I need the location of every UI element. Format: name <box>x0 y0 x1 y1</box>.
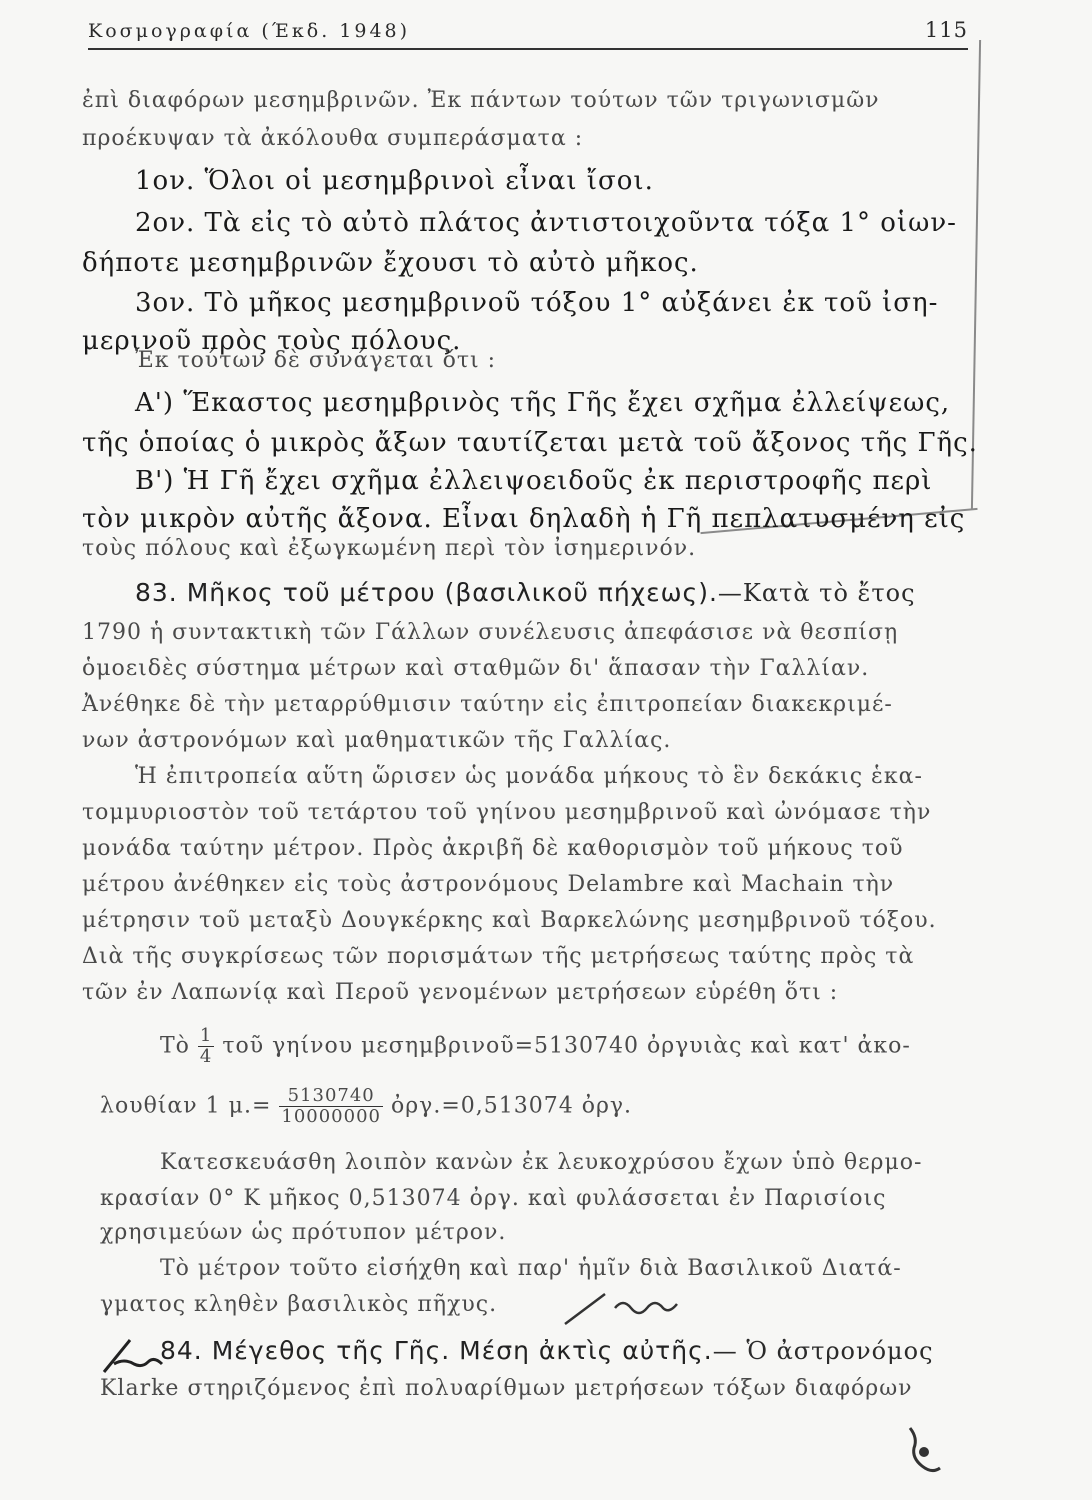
handwritten-scribble-icon <box>560 1288 690 1328</box>
section-84-heading-rest: — Ὁ ἀστρονόμος <box>712 1337 934 1365</box>
section-84-heading-line <box>160 1336 934 1365</box>
formula-2-pre: λουθίαν 1 μ.= <box>100 1093 272 1119</box>
text-line: ὁμοειδὲς σύστημα μέτρων καὶ σταθμῶν δι' ἅπασαν τὴν Γαλλίαν. <box>82 656 870 681</box>
formula-line-2 <box>100 1086 632 1127</box>
text-line: τῶν ἐν Λαπωνίᾳ καὶ Περοῦ γενομένων μετρήσεων εὑρέθη ὅτι : <box>82 980 839 1005</box>
formula-1-post: τοῦ γηίνου μεσημβρινοῦ=5130740 ὀργυιὰς καὶ κατ' ἀκο- <box>222 1033 911 1059</box>
fraction-conversion <box>279 1086 383 1127</box>
formula-line-1 <box>160 1026 911 1067</box>
section-84-heading: 84. Μέγεθος τῆς Γῆς. Μέση ἀκτὶς αὐτῆς. <box>160 1336 713 1365</box>
text-line: μέτρου ἀνέθηκεν εἰς τοὺς ἀστρονόμους Delambre καὶ Machain τὴν <box>82 872 895 897</box>
formula-2-post: ὀργ.=0,513074 ὀργ. <box>391 1093 633 1119</box>
text-line: τομμυριοστὸν τοῦ τετάρτου τοῦ γηίνου μεσημβρινοῦ καὶ ὠνόμασε τὴν <box>82 800 932 825</box>
fraction-quarter <box>198 1026 214 1067</box>
fraction-numerator: 5130740 <box>279 1086 383 1107</box>
text-line: Τὸ μέτρον τοῦτο εἰσήχθη καὶ παρ' ἡμῖν διὰ Βασιλικοῦ Διατά- <box>160 1256 902 1281</box>
page-number: 115 <box>924 18 968 42</box>
text-line: 1ον. Ὅλοι οἱ μεσημβρινοὶ εἶναι ἴσοι. <box>135 166 654 196</box>
text-line: Klarke στηριζόμενος ἐπὶ πολυαρίθμων μετρήσεων τόξων διαφόρων <box>100 1376 913 1401</box>
text-line: Διὰ τῆς συγκρίσεως τῶν πορισμάτων τῆς μετρήσεως ταύτης πρὸς τὰ <box>82 944 915 969</box>
text-line: μερινοῦ πρὸς τοὺς πόλους. <box>82 326 462 356</box>
section-83-heading-line <box>135 578 916 607</box>
text-line: Κατεσκευάσθη λοιπὸν κανὼν ἐκ λευκοχρύσου ἔχων ὑπὸ θερμο- <box>160 1150 923 1175</box>
ink-blot-icon <box>900 1420 950 1480</box>
text-line: προέκυψαν τὰ ἀκόλουθα συμπεράσματα : <box>82 126 584 151</box>
text-line: γματος κληθὲν βασιλικὸς πῆχυς. <box>100 1292 498 1317</box>
formula-1-pre: Τὸ <box>160 1033 190 1059</box>
section-83-heading-rest: —Κατὰ τὸ ἔτος <box>717 579 916 607</box>
text-line: νων ἀστρονόμων καὶ μαθηματικῶν τῆς Γαλλίας. <box>82 728 672 753</box>
text-line: Α') Ἕκαστος μεσημβρινὸς τῆς Γῆς ἔχει σχῆμα ἐλλείψεως, <box>135 388 951 418</box>
fraction-denominator: 4 <box>199 1046 213 1067</box>
fraction-numerator: 1 <box>199 1025 213 1046</box>
page-header <box>88 18 968 50</box>
text-line: ἐπὶ διαφόρων μεσημβρινῶν. Ἐκ πάντων τούτων τῶν τριγωνισμῶν <box>82 88 880 113</box>
running-title: Κοσμογραφία (Έκδ. 1948) <box>88 20 411 42</box>
text-line: 3ον. Τὸ μῆκος μεσημβρινοῦ τόξου 1° αὐξάνει ἐκ τοῦ ἰση- <box>135 288 939 318</box>
text-line: τῆς ὁποίας ὁ μικρὸς ἄξων ταυτίζεται μετὰ τοῦ ἄξονος τῆς Γῆς. <box>82 428 978 458</box>
text-line: Ἐκ τούτων δὲ συνάγεται ὅτι : <box>135 348 497 373</box>
text-line: τοὺς πόλους καὶ ἐξωγκωμένη περὶ τὸν ἰσημερινόν. <box>82 536 697 561</box>
text-line: 2ον. Τὰ εἰς τὸ αὐτὸ πλάτος ἀντιστοιχοῦντα τόξα 1° οἱων- <box>135 208 957 238</box>
fraction-denominator: 10000000 <box>281 1106 381 1127</box>
text-line: Β') Ἡ Γῆ ἔχει σχῆμα ἐλλειψοειδοῦς ἐκ περιστροφῆς περὶ <box>135 466 933 496</box>
text-line: Ἀνέθηκε δὲ τὴν μεταρρύθμισιν ταύτην εἰς ἐπιτροπείαν διακεκριμέ- <box>82 692 893 717</box>
text-line: Ἡ ἐπιτροπεία αὕτη ὥρισεν ὡς μονάδα μήκους τὸ ἓν δεκάκις ἑκα- <box>135 764 923 789</box>
text-line: τὸν μικρὸν αὐτῆς ἄξονα. Εἶναι δηλαδὴ ἡ Γῆ πεπλατυσμένη εἰς <box>82 504 966 534</box>
text-line: 1790 ἡ συντακτικὴ τῶν Γάλλων συνέλευσις ἀπεφάσισε νὰ θεσπίσῃ <box>82 620 899 645</box>
text-line: κρασίαν 0° Κ μῆκος 0,513074 ὀργ. καὶ φυλάσσεται ἐν Παρισίοις <box>100 1186 887 1211</box>
text-line: μονάδα ταύτην μέτρον. Πρὸς ἀκριβῆ δὲ καθορισμὸν τοῦ μήκους τοῦ <box>82 836 904 861</box>
section-83-heading: 83. Μῆκος τοῦ μέτρου (βασιλικοῦ πήχεως). <box>135 578 718 607</box>
text-line: μέτρησιν τοῦ μεταξὺ Δουγκέρκης καὶ Βαρκελώνης μεσημβρινοῦ τόξου. <box>82 908 937 933</box>
text-line: δήποτε μεσημβρινῶν ἔχουσι τὸ αὐτὸ μῆκος. <box>82 248 699 278</box>
text-line: χρησιμεύων ὡς πρότυπον μέτρον. <box>100 1220 507 1245</box>
